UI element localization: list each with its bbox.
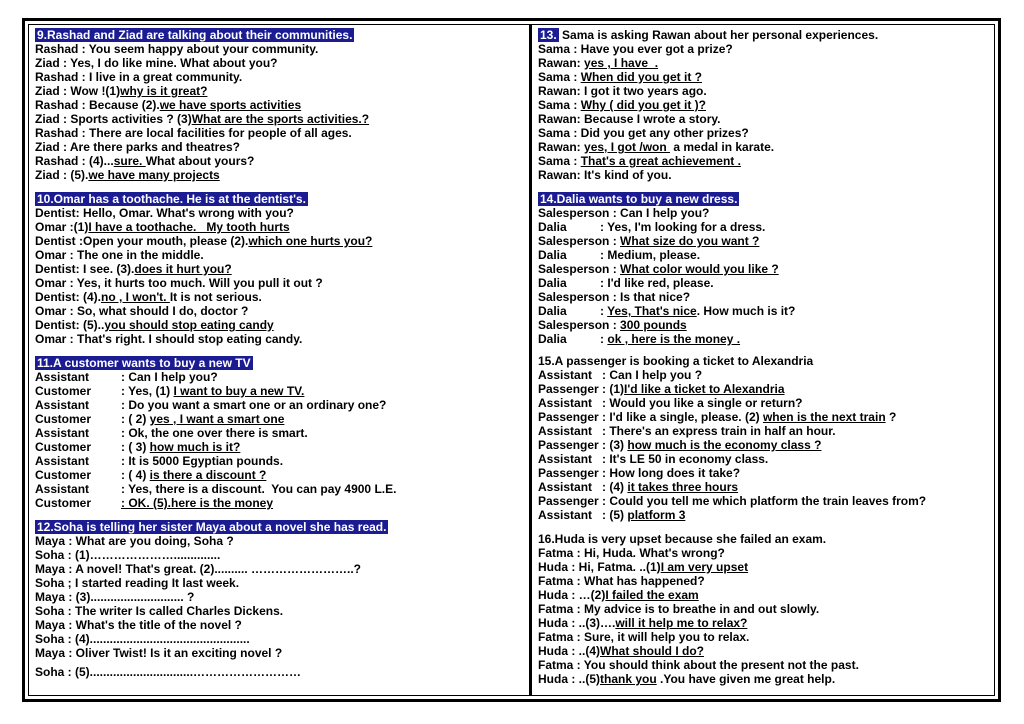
answer-text: will it help me to relax?	[615, 616, 748, 630]
speaker-label: Dalia	[538, 304, 567, 318]
line-content	[567, 276, 714, 290]
line-text: Passenger : (3)	[538, 438, 628, 452]
line-text: : Can I help you?	[609, 206, 710, 220]
answer-text: we have sports activities	[159, 98, 302, 112]
dialogue-line: Omar : That's right. I should stop eating candy.	[35, 332, 303, 346]
line-text: :	[609, 318, 621, 332]
line-text: Assistant : (5)	[538, 508, 628, 522]
line-text: : Ok, the one over there is smart.	[121, 426, 308, 440]
exercise-12-title: 12.Soha is telling her sister Maya about a novel she has read.	[37, 520, 387, 534]
dialogue-line	[538, 70, 994, 84]
line-content	[121, 468, 266, 482]
answer-text: ok , here is the money .	[607, 332, 741, 346]
dialogue-line: Rawan: Because I wrote a story.	[538, 112, 721, 126]
speaker-label: Dalia	[538, 276, 567, 290]
dialogue-line	[538, 234, 994, 248]
speaker-label: Salesperson	[538, 318, 610, 332]
dialogue-line	[35, 84, 529, 98]
dialogue-line	[538, 56, 994, 70]
dialogue-line	[538, 382, 994, 396]
line-text: : Is that nice?	[609, 290, 691, 304]
answer-text: which one hurts you?	[248, 234, 373, 248]
dialogue-line	[538, 332, 994, 346]
answer-text: it takes three hours	[627, 480, 739, 494]
line-text: Sama :	[538, 70, 581, 84]
line-text: Ziad : Sports activities ? (3)	[35, 112, 192, 126]
answer-text: 300 pounds	[620, 318, 687, 332]
answer-text: I failed the exam	[605, 588, 699, 602]
dialogue-line	[538, 318, 994, 332]
answer-text: platform 3	[627, 508, 686, 522]
exercise-13	[538, 28, 994, 182]
dialogue-line: Assistant : It's LE 50 in economy class.	[538, 452, 769, 466]
line-content	[609, 206, 709, 220]
dialogue-line: Sama : Did you get any other prizes?	[538, 126, 749, 140]
answer-text: why is it great?	[120, 84, 208, 98]
line-text: Huda : ..(5)	[538, 672, 600, 686]
dialogue-line	[538, 644, 994, 658]
dialogue-line: Fatma : What has happened?	[538, 574, 705, 588]
dialogue-line	[35, 154, 529, 168]
dialogue-line: Maya : What's the title of the novel ?	[35, 618, 242, 632]
line-content	[609, 262, 778, 276]
exercise-14	[538, 192, 994, 346]
speaker-label: Salesperson	[538, 206, 610, 220]
exercise-16-title: 16.Huda is very upset because she failed an exam.	[538, 532, 827, 546]
dialogue-line: Soha : (1)…………………..............	[35, 548, 221, 562]
line-text: :	[609, 262, 621, 276]
dialogue-line	[538, 410, 994, 424]
dialogue-line	[35, 234, 529, 248]
line-text: : It is 5000 Egyptian pounds.	[121, 454, 284, 468]
dialogue-line: Passenger : Could you tell me which platform the train leaves from?	[538, 494, 927, 508]
dialogue-line: Assistant : Would you like a single or return?	[538, 396, 803, 410]
dialogue-line	[35, 220, 529, 234]
line-text: : ( 2)	[121, 412, 150, 426]
line-text: : Yes, there is a discount. You can pay 4900 L.E.	[121, 482, 397, 496]
line-text: Sama :	[538, 154, 581, 168]
dialogue-line	[538, 508, 994, 522]
exercise-13-title: Sama is asking Rawan about her personal experiences.	[558, 28, 879, 42]
line-text: .You have given me great help.	[656, 672, 836, 686]
answer-text: When did you get it ?	[580, 70, 703, 84]
speaker-label: Customer	[35, 468, 92, 482]
answer-text: we have many projects	[88, 168, 220, 182]
dialogue-line: Omar : Yes, it hurts too much. Will you pull it out ?	[35, 276, 323, 290]
line-text: ?	[885, 410, 897, 424]
line-content	[121, 370, 218, 384]
dialogue-line: Ziad : Yes, I do like mine. What about you?	[35, 56, 278, 70]
dialogue-line: Soha : (4)................................................	[35, 632, 250, 646]
dialogue-line	[538, 588, 994, 602]
exercise-11	[35, 356, 529, 510]
dialogue-line: Fatma : Hi, Huda. What's wrong?	[538, 546, 725, 560]
speaker-label: Dalia	[538, 248, 567, 262]
dialogue-line	[35, 426, 529, 440]
dialogue-line	[35, 482, 529, 496]
speaker-label: Customer	[35, 496, 92, 510]
answer-text: is there a discount ?	[149, 468, 267, 482]
answer-text: I want to buy a new TV.	[173, 384, 305, 398]
dialogue-line: Fatma : You should think about the present not the past.	[538, 658, 859, 672]
dialogue-line: Maya : What are you doing, Soha ?	[35, 534, 234, 548]
dialogue-line: Omar : The one in the middle.	[35, 248, 204, 262]
line-text: Omar :(1)	[35, 220, 89, 234]
exercise-11-dialogue	[35, 370, 529, 510]
dialogue-line: Rashad : There are local facilities for people of all ages.	[35, 126, 352, 140]
dialogue-line: Dentist: Hello, Omar. What's wrong with you?	[35, 206, 294, 220]
line-text: : ( 4)	[121, 468, 150, 482]
answer-text: What color would you like ?	[620, 262, 779, 276]
speaker-label: Dalia	[538, 332, 567, 346]
line-text: Dentist: I see. (3).	[35, 262, 135, 276]
exercise-9-title: 9.Rashad and Ziad are talking about their communities.	[37, 28, 353, 42]
dialogue-line	[35, 412, 529, 426]
line-text: Dentist: (4).	[35, 290, 101, 304]
speaker-label: Assistant	[35, 398, 90, 412]
dialogue-line	[538, 276, 994, 290]
answer-text: sure.	[113, 154, 146, 168]
dialogue-line: Rashad : I live in a great community.	[35, 70, 243, 84]
exercise-12	[35, 520, 529, 679]
right-column	[531, 25, 994, 695]
line-content	[609, 290, 690, 304]
line-text: . How much is it?	[696, 304, 796, 318]
exercise-14-dialogue	[538, 206, 994, 346]
line-content	[121, 426, 308, 440]
line-content	[609, 234, 759, 248]
answer-text: I'd like a ticket to Alexandria	[624, 382, 785, 396]
dialogue-line	[538, 616, 994, 630]
dialogue-line	[35, 168, 529, 182]
dialogue-line: Rawan: It's kind of you.	[538, 168, 672, 182]
line-text: What about yours?	[145, 154, 255, 168]
answer-text: That's a great achievement .	[580, 154, 741, 168]
speaker-label: Customer	[35, 384, 92, 398]
dialogue-line: Assistant : Can I help you ?	[538, 368, 703, 382]
line-content	[121, 440, 240, 454]
dialogue-line: Soha : The writer Is called Charles Dickens.	[35, 604, 284, 618]
dialogue-line	[35, 440, 529, 454]
dialogue-line	[538, 672, 994, 686]
dialogue-line	[538, 438, 994, 452]
speaker-label: Assistant	[35, 370, 90, 384]
speaker-label: Assistant	[35, 454, 90, 468]
line-text: Sama :	[538, 98, 581, 112]
dialogue-line: Soha ; I started reading It last week.	[35, 576, 240, 590]
exercise-10	[35, 192, 529, 346]
answer-text: I have a toothache. My tooth hurts	[88, 220, 290, 234]
dialogue-line	[538, 220, 994, 234]
line-content	[121, 398, 386, 412]
line-text: Assistant : (4)	[538, 480, 628, 494]
dialogue-line	[538, 262, 994, 276]
speaker-label: Customer	[35, 440, 92, 454]
answer-text: Yes, That's nice	[607, 304, 697, 318]
dialogue-line	[35, 496, 529, 510]
line-text: Huda : ..(4)	[538, 644, 600, 658]
line-text: : I'd like red, please.	[566, 276, 714, 290]
exercise-15-title: 15.A passenger is booking a ticket to Alexandria	[538, 354, 814, 368]
dialogue-line: Assistant : There's an express train in half an hour.	[538, 424, 836, 438]
dialogue-line	[538, 290, 994, 304]
worksheet-frame	[22, 18, 1001, 702]
speaker-label: Salesperson	[538, 290, 610, 304]
dialogue-line	[538, 248, 994, 262]
dialogue-line: Rashad : You seem happy about your community.	[35, 42, 319, 56]
line-text: : Yes, (1)	[121, 384, 174, 398]
line-text: Passenger : I'd like a single, please. (2)	[538, 410, 763, 424]
dialogue-line: Omar : So, what should I do, doctor ?	[35, 304, 249, 318]
line-content	[567, 304, 796, 318]
exercise-15	[538, 354, 994, 522]
dialogue-line: Maya : Oliver Twist! Is it an exciting novel ?	[35, 646, 283, 660]
dialogue-line: Soha : (5)...............................………………………	[35, 665, 302, 679]
speaker-label: Salesperson	[538, 262, 610, 276]
dialogue-line: Maya : (3)............................ ?	[35, 590, 195, 604]
line-text: Passenger : (1)	[538, 382, 625, 396]
line-text: Rashad : Because (2).	[35, 98, 160, 112]
dialogue-line	[35, 262, 529, 276]
dialogue-line: Sama : Have you ever got a prize?	[538, 42, 733, 56]
line-text: :	[609, 234, 621, 248]
dialogue-line	[538, 98, 994, 112]
dialogue-line	[35, 318, 529, 332]
answer-text: does it hurt you?	[134, 262, 232, 276]
answer-text: What should I do?	[600, 644, 704, 658]
dialogue-line	[35, 454, 529, 468]
speaker-label: Salesperson	[538, 234, 610, 248]
dialogue-line	[35, 398, 529, 412]
line-text: Huda : ..(3)….	[538, 616, 616, 630]
line-text: Rawan:	[538, 140, 585, 154]
dialogue-line: Passenger : How long does it take?	[538, 466, 741, 480]
answer-text: how much is it?	[149, 440, 241, 454]
line-content	[121, 412, 284, 426]
answer-text: when is the next train	[762, 410, 886, 424]
dialogue-line: Ziad : Are there parks and theatres?	[35, 140, 240, 154]
dialogue-line	[538, 304, 994, 318]
answer-text: : OK. (5).here is the money	[121, 496, 274, 510]
line-text: a medal in karate.	[670, 140, 775, 154]
dialogue-line: Fatma : Sure, it will help you to relax.	[538, 630, 750, 644]
line-content	[609, 318, 686, 332]
exercise-9	[35, 28, 529, 182]
exercise-16	[538, 532, 994, 686]
dialogue-line	[538, 480, 994, 494]
dialogue-line	[538, 206, 994, 220]
line-text: Rawan:	[538, 56, 585, 70]
line-text: Huda : …(2)	[538, 588, 606, 602]
dialogue-line	[538, 154, 994, 168]
line-text: Rashad : (4)...	[35, 154, 114, 168]
dialogue-line: Rawan: I got it two years ago.	[538, 84, 707, 98]
line-text: :	[566, 332, 608, 346]
dialogue-line	[35, 98, 529, 112]
answer-text: how much is the economy class ?	[627, 438, 822, 452]
line-text: : Yes, I'm looking for a dress.	[566, 220, 766, 234]
line-text: It is not serious.	[169, 290, 262, 304]
speaker-label: Assistant	[35, 482, 90, 496]
line-content	[121, 454, 283, 468]
dialogue-line	[35, 370, 529, 384]
left-column	[29, 25, 531, 695]
answer-text: thank you	[600, 672, 657, 686]
worksheet-inner-frame	[28, 24, 995, 696]
dialogue-line: Fatma : My advice is to breathe in and out slowly.	[538, 602, 820, 616]
exercise-10-title: 10.Omar has a toothache. He is at the dentist's.	[37, 192, 306, 206]
speaker-label: Dalia	[538, 220, 567, 234]
line-content	[121, 496, 273, 510]
answer-text: you should stop eating candy	[104, 318, 274, 332]
line-content	[121, 384, 304, 398]
line-text: Dentist: (5)..	[35, 318, 105, 332]
dialogue-line: Maya : A novel! That's great. (2).......... ……………………..?	[35, 562, 362, 576]
dialogue-line	[35, 384, 529, 398]
line-text: :	[566, 304, 608, 318]
line-content	[567, 332, 740, 346]
answer-text: no , I won't.	[101, 290, 170, 304]
dialogue-line	[35, 468, 529, 482]
dialogue-line	[538, 140, 994, 154]
speaker-label: Assistant	[35, 426, 90, 440]
answer-text: yes, I got /won	[584, 140, 671, 154]
line-content	[567, 248, 700, 262]
exercise-13-number: 13.	[540, 28, 557, 42]
answer-text: I am very upset	[660, 560, 749, 574]
dialogue-line	[35, 290, 529, 304]
line-text: : Can I help you?	[121, 370, 218, 384]
line-text: Ziad : (5).	[35, 168, 89, 182]
line-content	[121, 482, 396, 496]
answer-text: What are the sports activities.?	[191, 112, 370, 126]
line-text: : ( 3)	[121, 440, 150, 454]
dialogue-line	[35, 112, 529, 126]
line-text: Huda : Hi, Fatma. ..(1)	[538, 560, 661, 574]
line-text: : Medium, please.	[566, 248, 701, 262]
exercise-11-title: 11.A customer wants to buy a new TV	[37, 356, 251, 370]
line-text: Ziad : Wow !(1)	[35, 84, 121, 98]
answer-text: yes , I want a smart one	[149, 412, 285, 426]
answer-text: What size do you want ?	[620, 234, 760, 248]
speaker-label: Customer	[35, 412, 92, 426]
line-text: : Do you want a smart one or an ordinary one?	[121, 398, 387, 412]
line-content	[567, 220, 766, 234]
dialogue-line	[538, 560, 994, 574]
exercise-14-title: 14.Dalia wants to buy a new dress.	[540, 192, 738, 206]
answer-text: yes , I have .	[584, 56, 659, 70]
line-text: Dentist :Open your mouth, please (2).	[35, 234, 249, 248]
answer-text: Why ( did you get it )?	[580, 98, 707, 112]
